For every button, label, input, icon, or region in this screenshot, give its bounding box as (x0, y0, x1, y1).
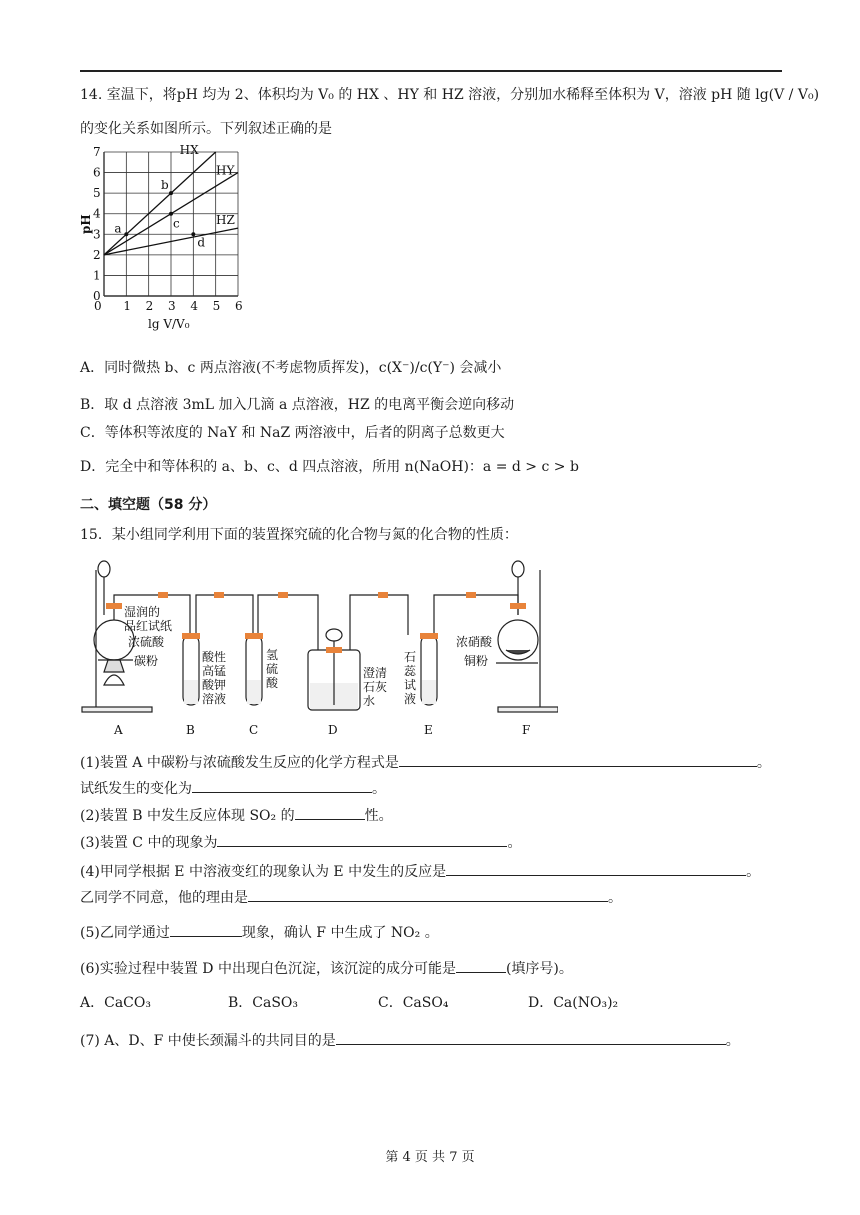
q15-p6-option-a: A．CaCO₃ (80, 995, 151, 1011)
series-label-hy: HY (216, 163, 235, 178)
q15-p5-text: (5)乙同学通过 (80, 925, 170, 941)
q15-p2-tail: 性。 (364, 808, 393, 824)
x-tick-label: 3 (168, 299, 176, 313)
label-e-1: 石 (404, 650, 417, 664)
label-e-4: 液 (404, 692, 417, 706)
q14-stem-line1: 14. 室温下，将pH 均为 2、体积均为 V₀ 的 HX 、HY 和 HZ 溶液，分别加水稀释至体积为 V，溶液 pH 随 lg(V / V₀) (80, 87, 820, 103)
letter-a: A (114, 723, 123, 737)
point-label-c: c (173, 216, 180, 231)
point-d (191, 232, 195, 236)
period: 。 (507, 835, 522, 851)
label-a-paper-2: 品红试纸 (124, 619, 173, 633)
label-d-1: 澄清 (363, 666, 388, 680)
q14-option-d: D．完全中和等体积的 a、b、c、d 四点溶液，所用 n(NaOH)：a = d > c > b (80, 459, 579, 475)
q15-p6-option-c: C．CaSO₄ (378, 995, 449, 1011)
q15-p6-option-b: B．CaSO₃ (228, 995, 299, 1011)
series-label-hx: HX (179, 143, 199, 157)
q15-p6-option-d: D．Ca(NO₃)₂ (528, 995, 619, 1011)
point-label-d: d (197, 235, 206, 250)
y-tick-label: 2 (93, 247, 101, 262)
label-f-copper: 铜粉 (464, 654, 489, 668)
q15-p3-text: (3)装置 C 中的现象为 (80, 835, 218, 851)
apparatus-diagram (78, 555, 558, 740)
answer-blank-7[interactable] (336, 1030, 726, 1045)
label-a-carbon: 碳粉 (134, 654, 159, 668)
period: 。 (746, 864, 761, 880)
letter-e: E (424, 723, 433, 737)
letter-b: B (186, 723, 195, 737)
letter-c: C (249, 723, 259, 737)
answer-blank-6[interactable] (456, 958, 506, 973)
x-tick-label: 0 (94, 299, 102, 313)
x-tick-label: 6 (235, 299, 243, 313)
x-tick-label: 1 (123, 299, 131, 313)
label-c-2: 硫 (266, 662, 279, 676)
period: 。 (725, 1033, 740, 1049)
ph-dilution-chart (78, 140, 258, 345)
label-b-3: 酸钾 (202, 678, 227, 692)
point-c (169, 212, 173, 216)
y-tick-label: 5 (93, 186, 101, 201)
page-footer: 第 4 页 共 7 页 (385, 1150, 475, 1165)
label-e-2: 蕊 (404, 664, 417, 678)
letter-d: D (328, 723, 338, 737)
q15-p5-line (80, 922, 439, 942)
q15-p2-line (80, 805, 393, 825)
label-b-4: 溶液 (202, 692, 227, 706)
q15-stem: 15．某小组同学利用下面的装置探究硫的化合物与氮的化合物的性质： (80, 527, 518, 543)
q15-p3-line (80, 832, 521, 852)
label-b-2: 高锰 (202, 664, 227, 678)
x-tick-label: 4 (190, 299, 198, 313)
header-rule (80, 70, 782, 72)
label-a-paper-1: 湿润的 (124, 605, 161, 619)
series-label-hz: HZ (216, 213, 235, 228)
x-tick-label: 2 (145, 299, 154, 313)
q15-p6-line (80, 958, 573, 978)
q15-p6-text: (6)实验过程中装置 D 中出现白色沉淀，该沉淀的成分可能是 (80, 961, 456, 977)
answer-blank-4[interactable] (446, 861, 746, 876)
label-f-acid: 浓硝酸 (456, 635, 493, 649)
answer-blank-4b[interactable] (248, 887, 608, 902)
q15-p4b-line (80, 887, 622, 907)
q15-p1b-line (80, 778, 386, 798)
label-d-2: 石灰 (363, 680, 388, 694)
point-a (124, 232, 128, 236)
label-c-1: 氢 (266, 648, 279, 662)
label-e-3: 试 (404, 678, 417, 692)
letter-f: F (522, 723, 531, 737)
y-tick-label: 7 (93, 145, 101, 159)
y-axis-label: pH (79, 214, 93, 234)
q15-p5-tail: 现象，确认 F 中生成了 NO₂ 。 (241, 925, 439, 941)
y-tick-label: 0 (93, 289, 101, 303)
period: 。 (608, 890, 622, 906)
q15-p7-line (80, 1030, 740, 1050)
q14-option-b: B．取 d 点溶液 3mL 加入几滴 a 点溶液，HZ 的电离平衡会逆向移动 (80, 397, 515, 413)
point-b (169, 191, 173, 195)
q14-stem-line2: 的变化关系如图所示。下列叙述正确的是 (80, 121, 332, 137)
answer-blank-3[interactable] (217, 832, 507, 847)
label-a-acid: 浓硫酸 (128, 635, 165, 649)
q15-p4-text: (4)甲同学根据 E 中溶液变红的现象认为 E 中发生的反应是 (80, 864, 447, 880)
answer-blank-5[interactable] (170, 922, 242, 937)
q15-p4b-text: 乙同学不同意，他的理由是 (80, 890, 248, 906)
q15-p1b-text: 试纸发生的变化为 (80, 781, 192, 797)
q15-p2-text: (2)装置 B 中发生反应体现 SO₂ 的 (80, 808, 295, 824)
q15-p7-text: (7) A、D、F 中使长颈漏斗的共同目的是 (80, 1033, 336, 1049)
q14-option-c: C．等体积等浓度的 NaY 和 NaZ 两溶液中，后者的阴离子总数更大 (80, 425, 505, 441)
point-label-b: b (161, 178, 169, 193)
q15-p4-line (80, 861, 760, 881)
y-tick-label: 3 (93, 227, 101, 242)
period: 。 (756, 755, 771, 771)
answer-blank-2[interactable] (295, 805, 365, 820)
answer-blank-1[interactable] (399, 752, 757, 767)
point-label-a: a (114, 221, 122, 236)
label-c-3: 酸 (266, 676, 279, 690)
label-b-1: 酸性 (202, 650, 227, 664)
x-axis-label: lg V/V₀ (148, 317, 190, 331)
label-d-3: 水 (363, 694, 376, 708)
q15-p6-tail: (填序号)。 (505, 961, 573, 977)
section-heading: 二、填空题（58 分） (80, 497, 217, 513)
y-tick-label: 4 (93, 206, 101, 221)
period: 。 (372, 781, 386, 797)
y-tick-label: 6 (93, 165, 101, 180)
y-tick-label: 1 (93, 268, 101, 283)
answer-blank-1b[interactable] (192, 778, 372, 793)
q15-p1-text: (1)装置 A 中碳粉与浓硫酸发生反应的化学方程式是 (80, 755, 399, 771)
q15-p1-line (80, 752, 771, 772)
x-tick-label: 5 (212, 299, 221, 313)
q14-option-a: A．同时微热 b、c 两点溶液(不考虑物质挥发)，c(X⁻)/c(Y⁻) 会减小 (80, 360, 502, 376)
